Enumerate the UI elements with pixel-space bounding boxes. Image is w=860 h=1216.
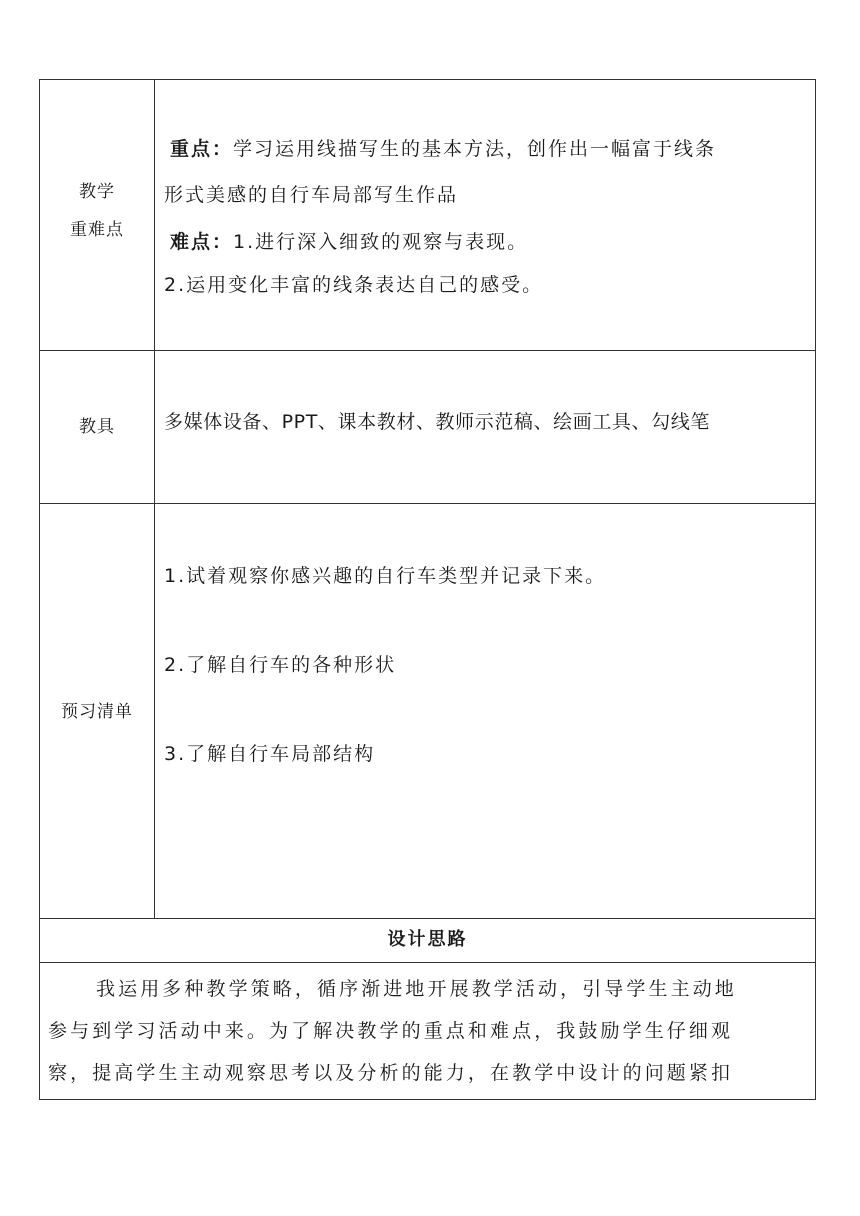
- row-divider: [40, 350, 815, 351]
- difficulty-text-2: 2.运用变化丰富的线条表达自己的感受。: [164, 274, 544, 296]
- paragraph-line: 察，提高学生主动观察思考以及分析的能力，在教学中设计的问题紧扣: [48, 1062, 734, 1084]
- label-line: 教学: [79, 182, 115, 202]
- key-point-label: 重点：: [170, 138, 234, 160]
- preview-item: 1.试着观察你感兴趣的自行车类型并记录下来。: [164, 565, 607, 587]
- column-divider: [154, 80, 155, 918]
- row-divider: [40, 962, 815, 963]
- difficulty-label: 难点：: [170, 231, 234, 253]
- row-label-teaching-aids: [40, 408, 154, 446]
- difficulty-text: 1.进行深入细致的观察与表现。: [233, 231, 529, 253]
- paragraph-line: 参与到学习活动中来。为了解决教学的重点和难点，我鼓励学生仔细观: [48, 1020, 734, 1042]
- key-point-text: 学习运用线描写生的基本方法，创作出一幅富于线条: [233, 138, 717, 160]
- preview-item: 2.了解自行车的各种形状: [164, 654, 397, 676]
- row-divider: [40, 918, 815, 919]
- difficulty-line-2: [164, 270, 543, 297]
- row-divider: [40, 503, 815, 504]
- paragraph-line: 我运用多种教学策略，循序渐进地开展教学活动，引导学生主动地: [96, 978, 737, 1000]
- difficulty-line: [170, 227, 528, 254]
- key-point-line: [170, 134, 716, 161]
- design-paragraph: [48, 968, 806, 1094]
- preview-item: 3.了解自行车局部结构: [164, 743, 376, 765]
- design-section-title: 设计思路: [387, 929, 468, 950]
- label-line: 预习清单: [61, 702, 133, 722]
- teaching-aids-text: 多媒体设备、PPT、课本教材、教师示范稿、绘画工具、勾线笔: [164, 411, 710, 433]
- label-line: 重难点: [70, 220, 124, 240]
- row-label-key-difficult: [40, 173, 154, 249]
- key-point-line-2: [164, 180, 458, 207]
- key-point-text-continued: 形式美感的自行车局部写生作品: [164, 184, 459, 206]
- label-line: 教具: [79, 417, 115, 437]
- row-label-preview-list: [40, 693, 154, 731]
